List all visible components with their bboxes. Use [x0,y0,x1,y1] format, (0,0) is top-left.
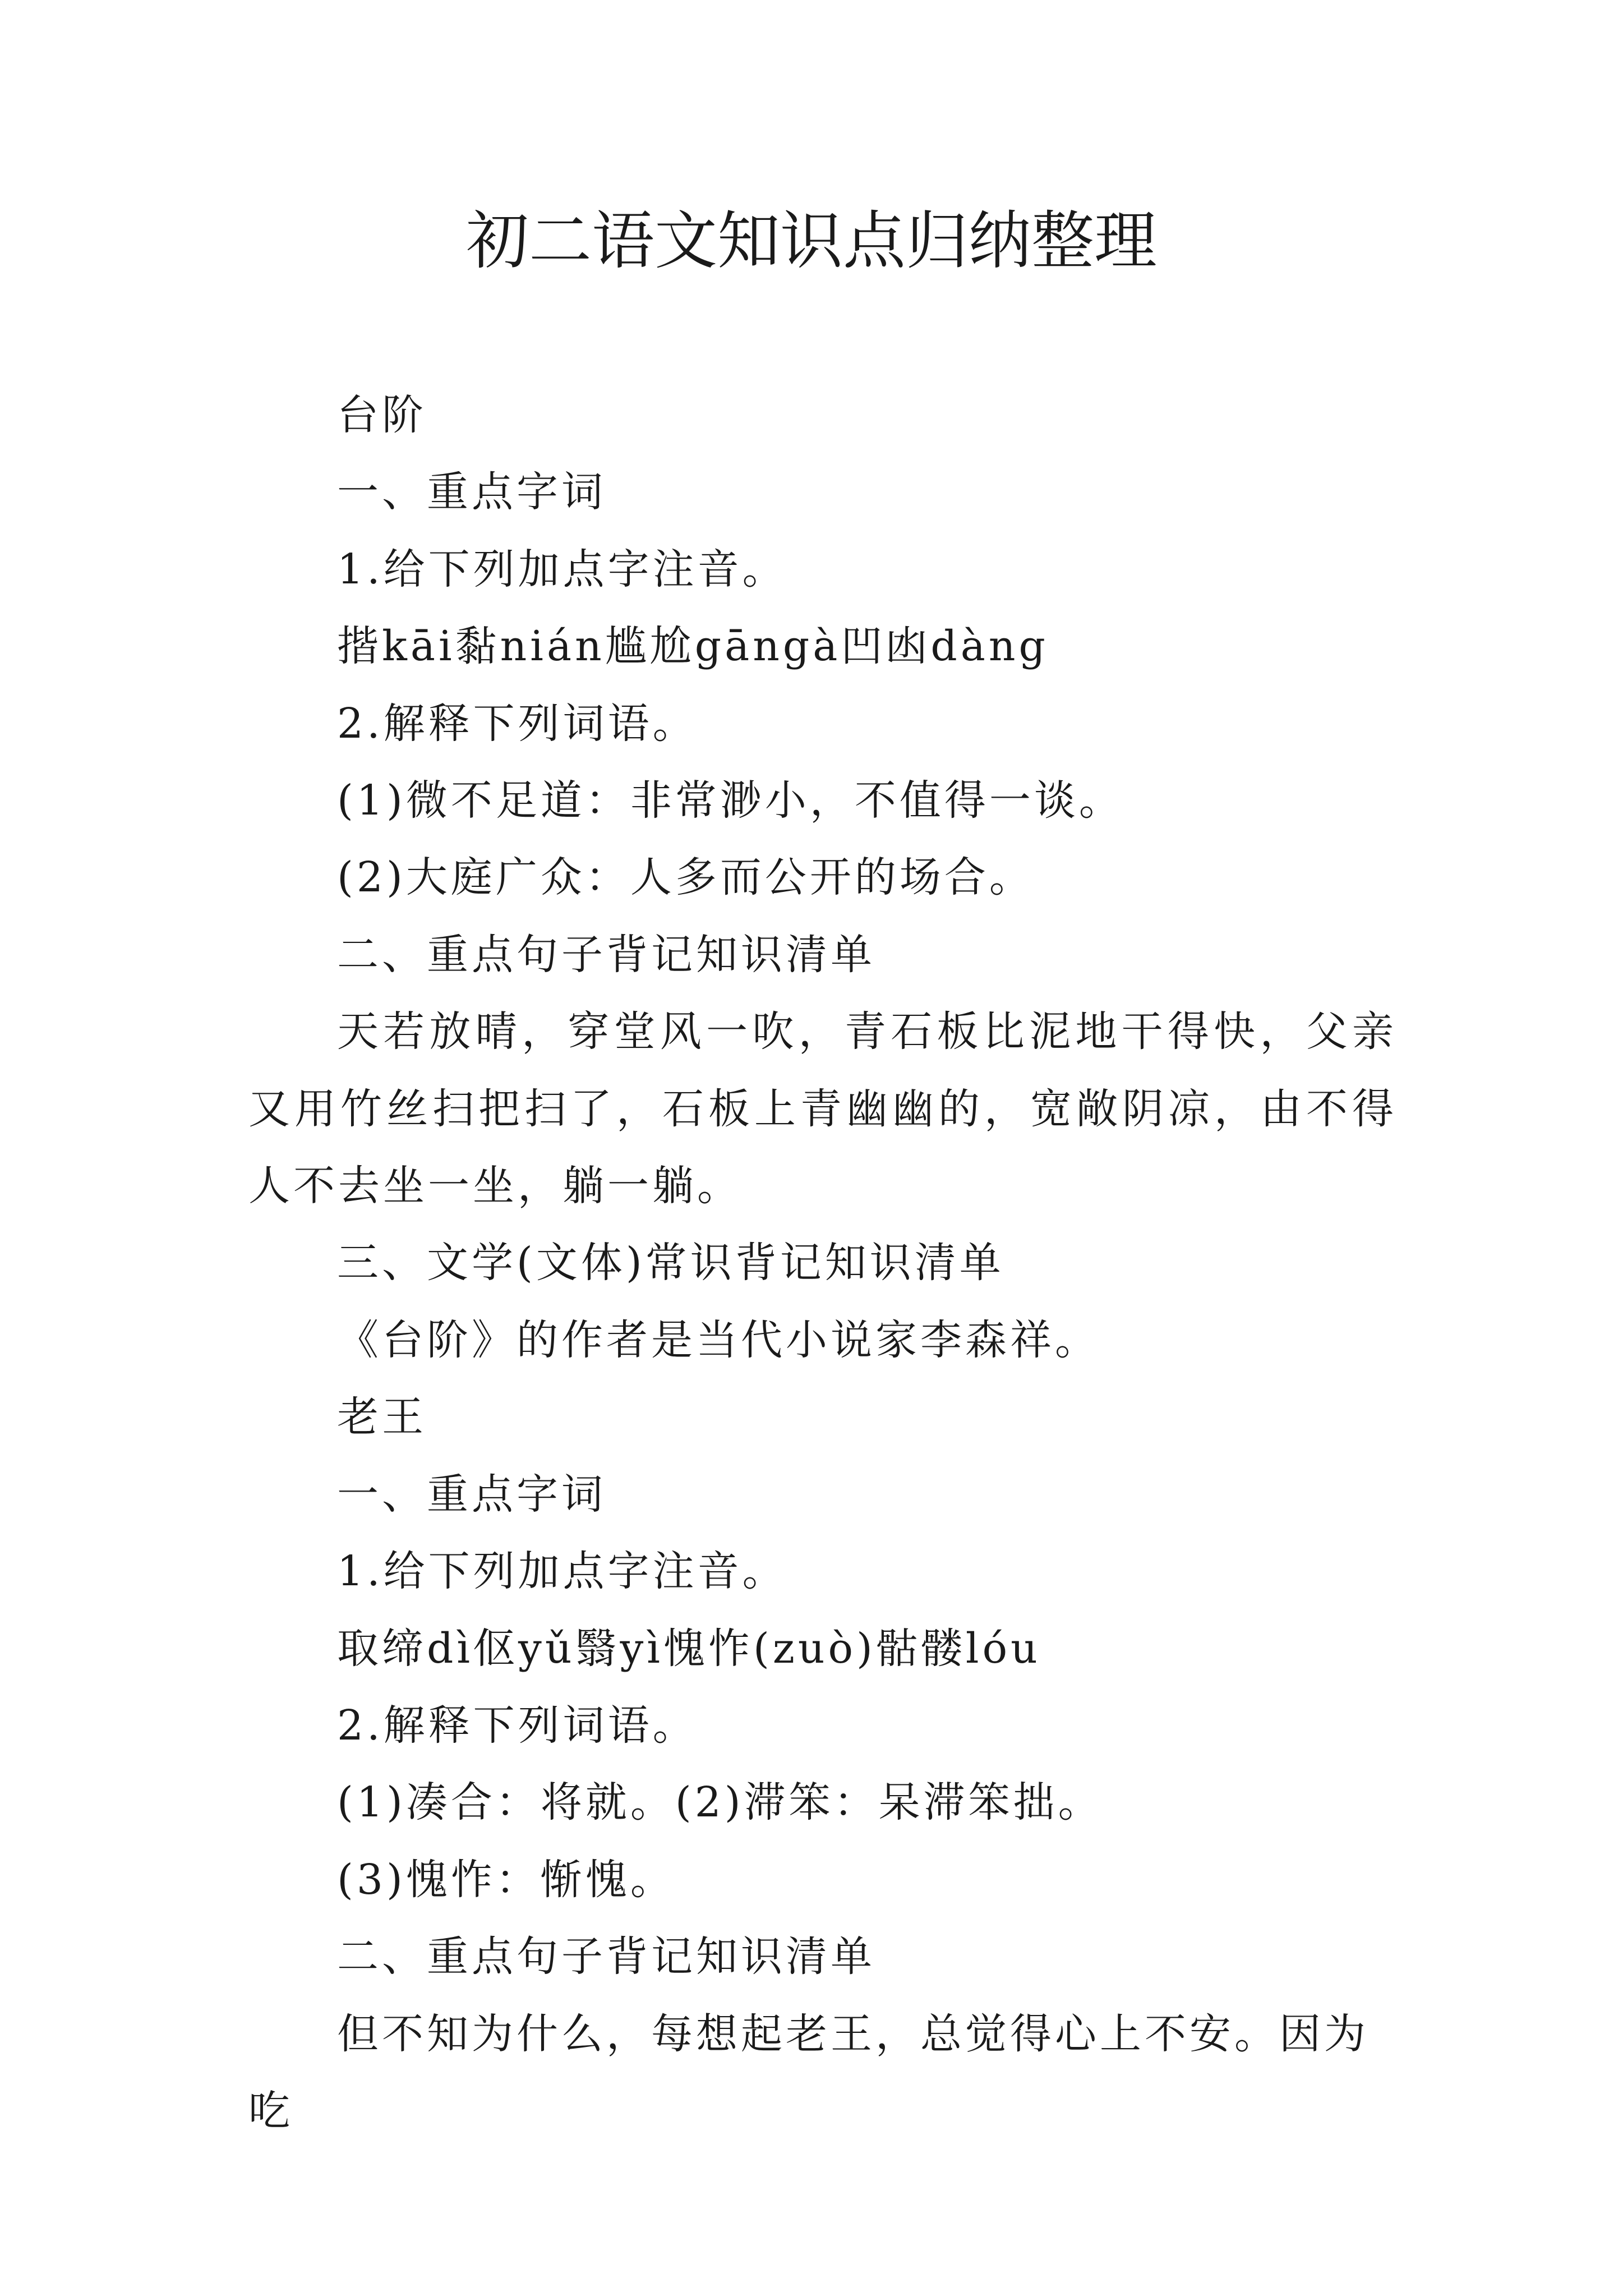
document-body [248,377,1397,2150]
paragraph-text: 《台阶》的作者是当代小说家李森祥。 [337,1315,1100,1364]
paragraph-question: 2.解释下列词语。 [337,1701,698,1750]
document-title: 初二语文知识点归纳整理 [466,205,1157,278]
paragraph-question: 2.解释下列词语。 [337,699,698,748]
paragraph-subheading: 二、重点句子背记知识清单 [337,1932,875,1981]
paragraph-subheading: 一、重点字词 [337,468,606,517]
paragraph-section-heading: 老王 [337,1393,427,1442]
paragraph-definition: (1)微不足道：非常渺小，不值得一谈。 [337,776,1124,825]
paragraph-subheading: 三、文学(文体)常识背记知识清单 [337,1239,1004,1287]
paragraph-pinyin: 揩kāi黏nián尴尬gāngà凹凼dàng [337,622,1049,671]
paragraph-subheading: 一、重点字词 [337,1470,606,1519]
paragraph-definition: (1)凑合：将就。(2)滞笨：呆滞笨拙。 [337,1778,1103,1827]
paragraph-definition: (3)愧怍：惭愧。 [337,1855,675,1904]
paragraph-section-heading: 台阶 [337,391,427,439]
paragraph-definition: (2)大庭广众：人多而公开的场合。 [337,853,1034,902]
paragraph-subheading: 二、重点句子背记知识清单 [337,930,875,979]
paragraph-text: 但不知为什么，每想起老王，总觉得心上不安。因为吃 [248,2009,1369,2135]
paragraph-quote: 天若放晴，穿堂风一吹，青石板比泥地干得快，父亲又用竹丝扫把扫了，石板上青幽幽的，宽敞阴凉，由不得人不去坐一坐，躺一躺。 [248,1007,1397,1211]
paragraph-question: 1.给下列加点字注音。 [337,545,787,593]
paragraph-question: 1.给下列加点字注音。 [337,1547,787,1596]
paragraph-pinyin: 取缔dì伛yǔ翳yì愧怍(zuò)骷髅lóu [337,1624,1041,1673]
